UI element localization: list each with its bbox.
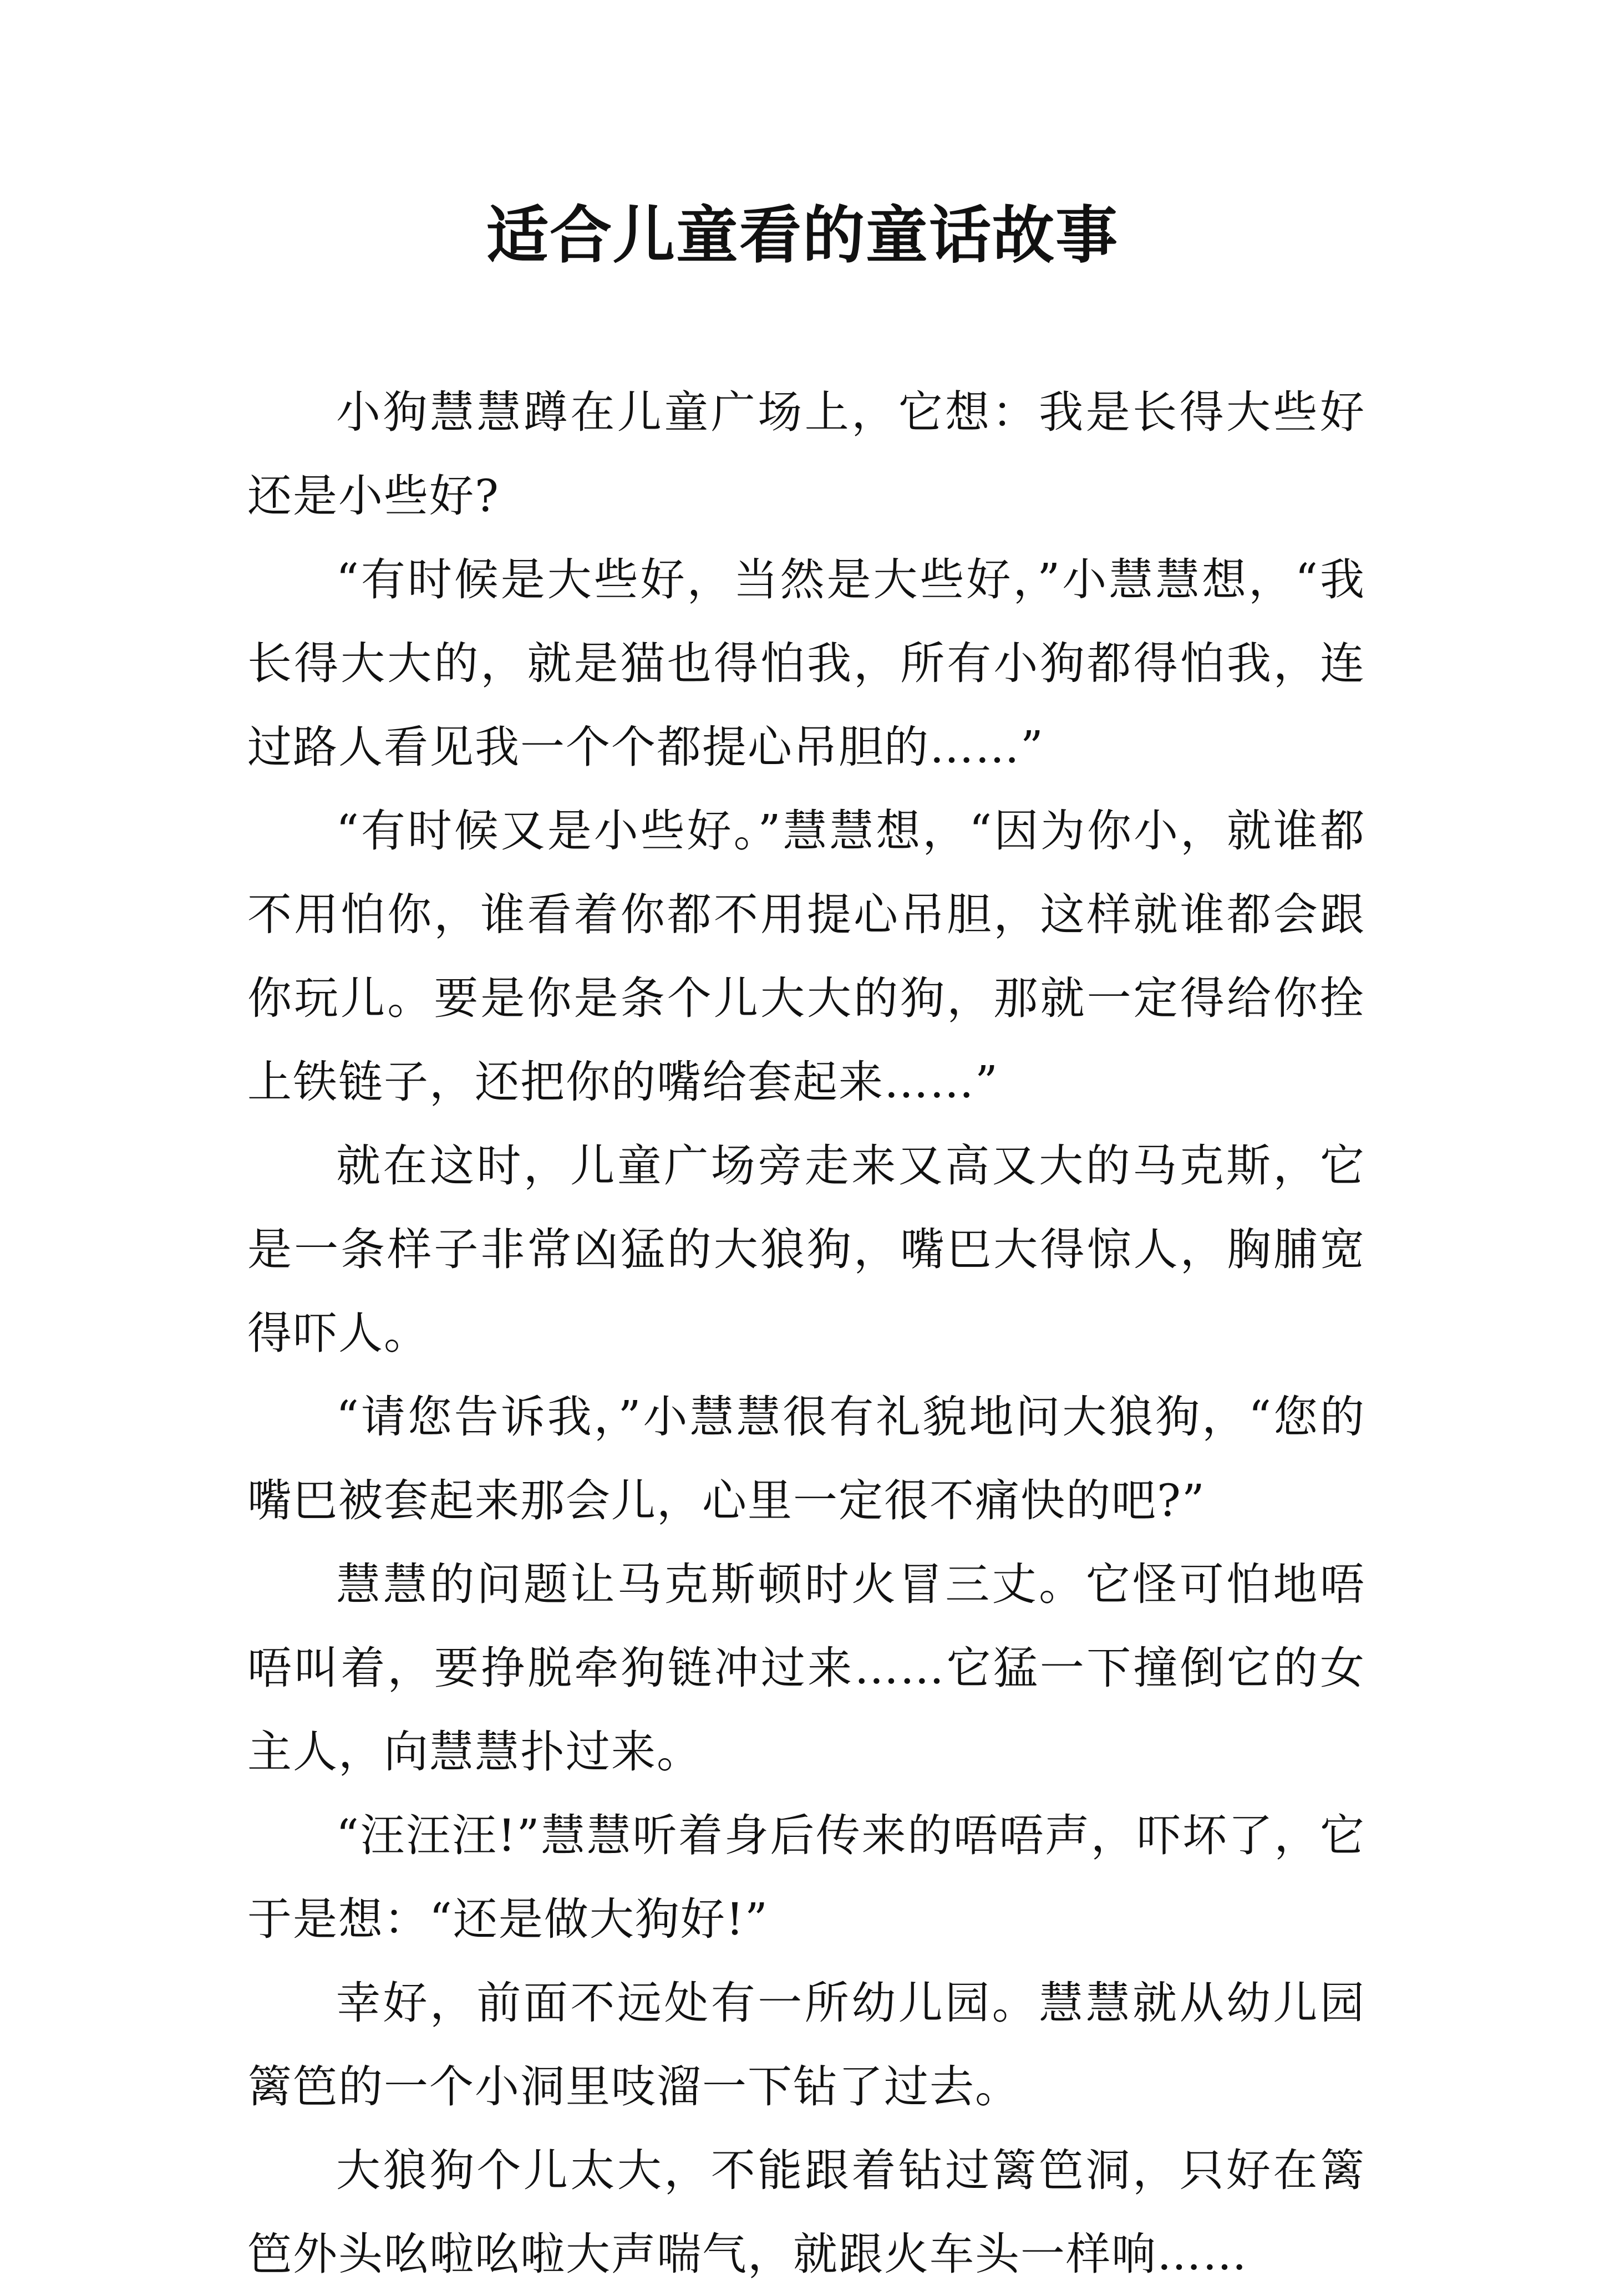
- paragraph: “请您告诉我，”小慧慧很有礼貌地问大狼狗，“您的嘴巴被套起来那会儿，心里一定很不痛快的吧?”: [247, 1391, 1365, 1526]
- paragraph: “汪汪汪!”慧慧听着身后传来的唔唔声，吓坏了，它于是想：“还是做大狗好!”: [247, 1810, 1365, 1945]
- paragraph: “有时候是大些好，当然是大些好，”小慧慧想，“我长得大大的，就是猫也得怕我，所有小狗都得怕我，连过路人看见我一个个都提心吊胆的……”: [247, 554, 1365, 773]
- paragraph: 小狗慧慧蹲在儿童广场上，它想：我是长得大些好还是小些好?: [247, 386, 1365, 522]
- paragraph: 慧慧的问题让马克斯顿时火冒三丈。它怪可怕地唔唔叫着，要挣脱牵狗链冲过来……它猛一下撞倒它的女主人，向慧慧扑过来。: [247, 1559, 1365, 1778]
- paragraph: 幸好，前面不远处有一所幼儿园。慧慧就从幼儿园篱笆的一个小洞里吱溜一下钻了过去。: [247, 1977, 1365, 2112]
- paragraph: 就在这时，儿童广场旁走来又高又大的马克斯，它是一条样子非常凶猛的大狼狗，嘴巴大得惊人，胸脯宽得吓人。: [247, 1140, 1365, 1359]
- document-body: [247, 370, 1365, 2296]
- document-title: 适合儿童看的童话故事: [486, 199, 1119, 272]
- paragraph: “有时候又是小些好。”慧慧想，“因为你小，就谁都不用怕你，谁看着你都不用提心吊胆，这样就谁都会跟你玩儿。要是你是条个儿大大的狗，那就一定得给你拴上铁链子，还把你的嘴给套起来……”: [247, 805, 1365, 1108]
- paragraph: 大狼狗个儿太大，不能跟着钻过篱笆洞，只好在篱笆外头吆啦吆啦大声喘气，就跟火车头一样响……: [247, 2145, 1365, 2280]
